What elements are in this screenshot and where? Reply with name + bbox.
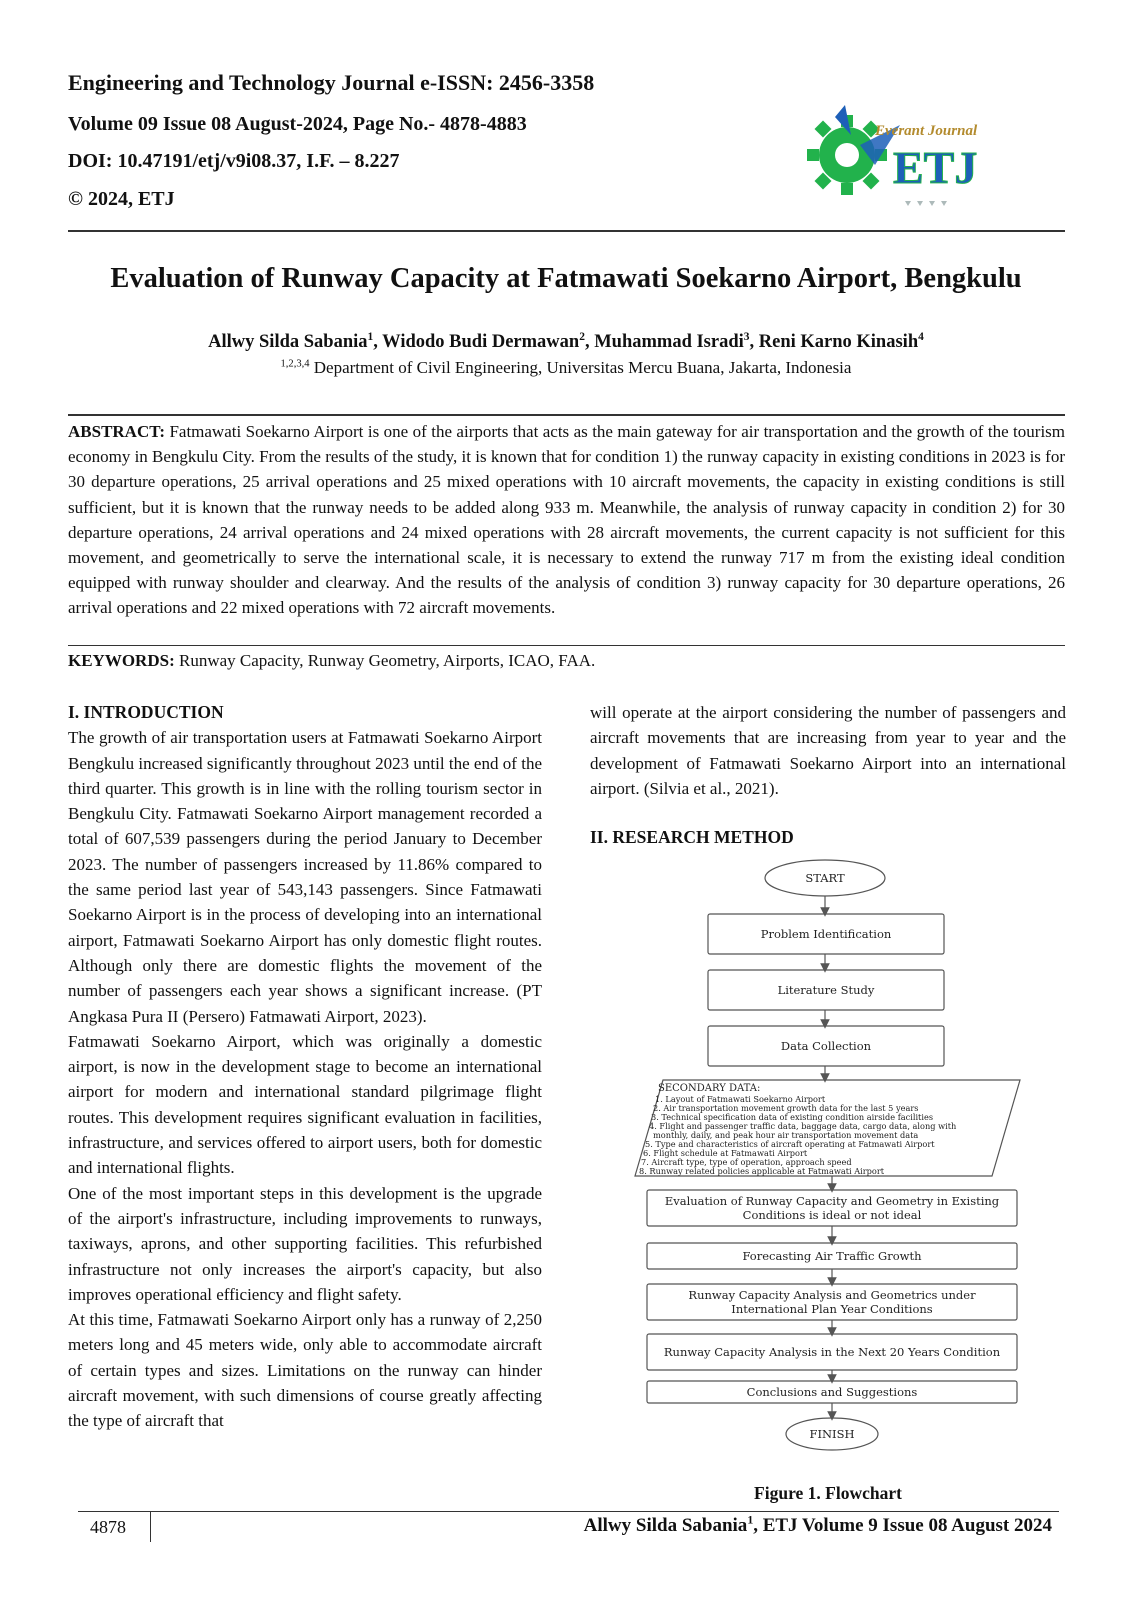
flow-intl-label-1: Runway Capacity Analysis and Geometrics under [688,1288,976,1302]
gear-icon [807,105,900,195]
volume-line: Volume 09 Issue 08 August-2024, Page No.- 4878-4883 [68,113,527,135]
left-column [68,700,542,1434]
secondary-data-item: 3. Technical specification data of existing condition airside facilities [651,1112,934,1122]
running-footer [584,1515,1052,1537]
footer-journal: , ETJ Volume 9 Issue 08 August 2024 [753,1515,1052,1536]
keywords [68,648,1065,673]
abstract-label: ABSTRACT: [68,422,165,441]
intro-paragraph: The growth of air transportation users at Fatmawati Soekarno Airport Bengkulu increased significantly throughout 2023 until the end of the third quarter. This growth is in line with the rolling tourism sector in Bengkulu City. Fatmawati Soekarno Airport management recorded a total of 607,539 passengers during the period January to December 2023. The number of passengers increased by 11.86% compared to the same period last year of 543,143 passengers. Since Fatmawati Soekarno Airport is in the process of developing into an international airport, Fatmawati Soekarno Airport has only domestic flight routes. Although only there are domestic flights the movement of the number of passengers each year shows a significant increase. (PT Angkasa Pura II (Persero) Fatmawati Airport, 2023). [68,728,542,1026]
flow-intl-label-2: International Plan Year Conditions [731,1302,933,1316]
etj-logo [805,105,1015,215]
secondary-data-title: SECONDARY DATA: [658,1083,761,1094]
flow-conclusions-label: Conclusions and Suggestions [746,1385,918,1399]
figure-caption: Figure 1. Flowchart [754,1483,902,1503]
secondary-data-item: 6. Flight schedule at Fatmawati Airport [643,1148,808,1158]
footer-author-sup: 1 [747,1513,754,1527]
header-rule [68,230,1065,232]
secondary-data-item: monthly, daily, and peak hour air transportation movement data [653,1130,919,1140]
author-sup: 1 [367,330,374,343]
flow-next20-label: Runway Capacity Analysis in the Next 20 Years Condition [663,1345,1001,1359]
author-name: Muhammad Isradi [594,332,744,352]
right-column [590,700,1066,850]
flow-step-label: Literature Study [777,983,875,997]
footer-divider [150,1512,151,1542]
affiliation-sup: 1,2,3,4 [280,358,310,370]
footer-author: Allwy Silda Sabania [583,1515,748,1536]
intro-paragraph: At this time, Fatmawati Soekarno Airport only has a runway of 2,250 meters long and 45 meters wide, only able to accommodate aircraft of certain types and sizes. Limitations on the runway can hinder aircraft movement, with such dimensions of course greatly affecting the type of aircraft that [68,1310,542,1431]
journal-title: Engineering and Technology Journal e-ISSN: 2456-3358 [68,70,595,95]
secondary-data-item: 1. Layout of Fatmawati Soekarno Airport [655,1094,826,1104]
flow-eval-label-1: Evaluation of Runway Capacity and Geometry in Existing [664,1194,1000,1208]
author-sup: 4 [918,330,924,343]
keywords-text: Runway Capacity, Runway Geometry, Airports, ICAO, FAA. [178,651,596,670]
flow-start-label: START [805,871,845,885]
secondary-data-item: 5. Type and characteristics of aircraft operating at Fatmawati Airport [645,1139,935,1149]
logo-text: Everant Journal [875,123,978,139]
secondary-data-item: 8. Runway related policies applicable at Fatmawati Airport [639,1166,885,1176]
author-list: Allwy Silda Sabania$^1$, Widodo Budi Dermawan$^2$, Muhammad Isradi$^3$, Reni Karno Kinasih$^4$ [208,330,924,352]
author-name: Reni Karno Kinasih [758,332,919,352]
author-name: Widodo Budi Dermawan [382,332,580,352]
author-sup: 2 [579,330,585,343]
section-heading-introduction: I. INTRODUCTION [68,702,224,722]
flow-step-label: Data Collection [780,1039,872,1053]
logo-mark: ETJ [893,142,978,193]
flow-step-label: Problem Identification [760,927,892,941]
page-number: 4878 [90,1517,126,1537]
author-name: Allwy Silda Sabania [208,332,368,352]
paper-title: Evaluation of Runway Capacity at Fatmawati Soekarno Airport, Bengkulu [110,263,1022,294]
section-heading-research-method: II. RESEARCH METHOD [590,827,794,848]
abstract [68,419,1065,621]
abstract-text: Fatmawati Soekarno Airport is one of the airports that acts as the main gateway for air transportation and the growth of the tourism economy in Bengkulu City. From the results of the study, it is known that for condition 1) the runway capacity in existing conditions in 2023 is for 30 departure operations, 25 arrival operations and 25 mixed operations with 10 aircraft movements, the capacity in existing conditions is still sufficient, but it is known that the runway needs to be added along 933 m. Meanwhile, the analysis of runway capacity in condition 2) for 30 departure operations, 24 arrival operations and 24 mixed operations with 28 aircraft movements, the current capacity is not sufficient for this movement, and geometrically to serve the international scale, it is necessary to extend the runway 717 m from the existing ideal condition equipped with runway shoulder and clearway. And the results of the analysis of condition 3) runway capacity for 30 departure operations, 26 arrival operations and 22 mixed operations with 72 aircraft movements. [68,422,1066,618]
author-sup: 3 [743,330,750,343]
abstract-bottom-rule [68,645,1065,646]
intro-paragraph: One of the most important steps in this development is the upgrade of the airport's infrastructure, including improvements to runways, taxiways, aprons, and other supporting facilities. This refurbished infrastructure not only increases the airport's capacity, but also improves operational efficiency and flight safety. [68,1183,542,1304]
abstract-top-rule [68,414,1065,416]
intro-continuation: will operate at the airport considering the number of passengers and aircraft movements that are increasing from year to year and the development of Fatmawati Soekarno Airport into an international airport. (Silvia et al., 2021). [590,703,1066,798]
affiliation [0,358,1132,378]
secondary-data-item: 2. Air transportation movement growth data for the last 5 years [653,1103,919,1113]
secondary-data-item: 7. Aircraft type, type of operation, approach speed [641,1157,852,1167]
secondary-data-item: 4. Flight and passenger traffic data, baggage data, cargo data, along with [649,1121,957,1131]
flow-forecast-label: Forecasting Air Traffic Growth [742,1249,922,1263]
flow-eval-label-2: Conditions is ideal or not ideal [742,1208,922,1222]
flow-finish-label: FINISH [809,1427,855,1441]
keywords-label: KEYWORDS: [68,651,175,670]
doi-line: DOI: 10.47191/etj/v9i08.37, I.F. – 8.227 [68,150,400,172]
affiliation-text: Department of Civil Engineering, Universitas Mercu Buana, Jakarta, Indonesia [313,358,852,377]
flowchart [620,848,1040,1488]
copyright-line: © 2024, ETJ [68,188,175,210]
intro-paragraph: Fatmawati Soekarno Airport, which was originally a domestic airport, is now in the development stage to become an international airport for modern and international standard pilgrimage flight routes. This development requires significant evaluation in facilities, infrastructure, and services offered to airport users, both for domestic and international flights. [68,1031,542,1178]
footer-rule [78,1511,1059,1512]
